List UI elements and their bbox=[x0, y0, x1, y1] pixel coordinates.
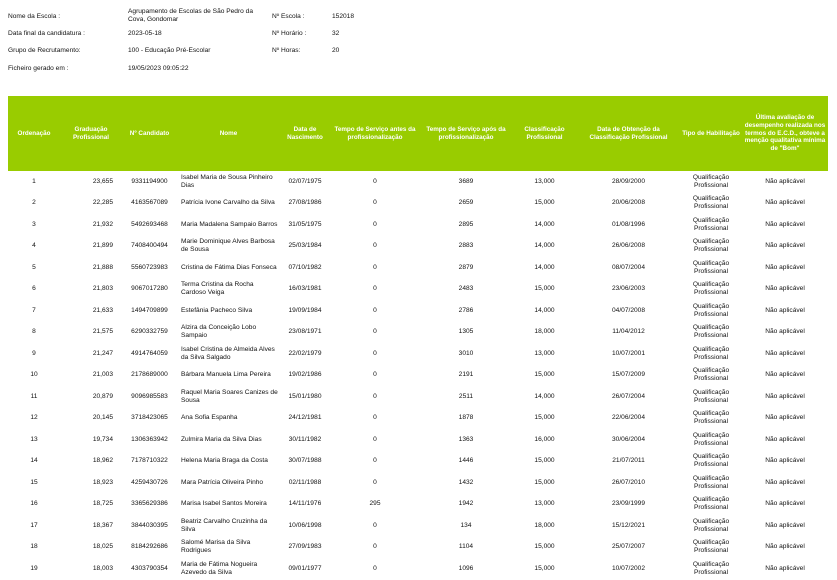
cell-avaliacao: Não aplicável bbox=[765, 478, 805, 486]
cell-avaliacao: Não aplicável bbox=[765, 521, 805, 529]
cell-graduacao: 18,003 bbox=[92, 564, 113, 572]
cell-ordenacao: 13 bbox=[30, 435, 38, 443]
cell-ordenacao: 8 bbox=[32, 328, 36, 336]
school-number-value: 152018 bbox=[332, 13, 355, 20]
school-name-value: Agrupamento de Escolas de São Pedro da Cova, Gondomar bbox=[128, 8, 253, 24]
cell-classificacao: 18,000 bbox=[534, 328, 555, 336]
cell-tipo-habilitacao: Qualificação Profissional bbox=[692, 453, 730, 469]
cell-tempo-antes: 0 bbox=[373, 435, 377, 443]
header-tempo-apos: Tempo de Serviço após da profissionalização bbox=[426, 125, 506, 141]
cell-avaliacao: Não aplicável bbox=[765, 564, 805, 572]
cell-nome: Mara Patrícia Oliveira Pinho bbox=[181, 478, 264, 486]
cell-classificacao: 14,000 bbox=[534, 306, 555, 314]
cell-classificacao: 16,000 bbox=[534, 435, 555, 443]
cell-tempo-antes: 0 bbox=[373, 263, 377, 271]
cell-ordenacao: 9 bbox=[32, 349, 36, 357]
cell-graduacao: 18,367 bbox=[92, 521, 113, 529]
cell-data-obtencao: 23/06/2003 bbox=[611, 285, 645, 293]
cell-tempo-apos: 2511 bbox=[458, 392, 474, 400]
table-row bbox=[8, 365, 828, 387]
cell-classificacao: 14,000 bbox=[534, 392, 555, 400]
header-tempo-antes: Tempo de Serviço antes da profissionalização bbox=[334, 125, 416, 141]
cell-nome: Raquel Maria Soares Canizes de Sousa bbox=[181, 388, 278, 404]
cell-n-candidato: 9331194900 bbox=[131, 177, 168, 185]
cell-tempo-apos: 2895 bbox=[458, 220, 474, 228]
cell-ordenacao: 5 bbox=[32, 263, 36, 271]
cell-avaliacao: Não aplicável bbox=[765, 242, 805, 250]
cell-classificacao: 14,000 bbox=[534, 263, 555, 271]
cell-n-candidato: 2178689000 bbox=[131, 371, 168, 379]
cell-tempo-apos: 2883 bbox=[458, 242, 474, 250]
generated-label: Ficheiro gerado em : bbox=[8, 65, 69, 72]
recruitment-group-value: 100 - Educação Pré-Escolar bbox=[128, 47, 211, 54]
cell-nome: Ana Sofia Espanha bbox=[181, 414, 238, 422]
deadline-label: Data final da candidatura : bbox=[8, 30, 85, 37]
cell-data-nascimento: 19/02/1986 bbox=[288, 371, 322, 379]
cell-tipo-habilitacao: Qualificação Profissional bbox=[692, 259, 730, 275]
cell-tipo-habilitacao: Qualificação Profissional bbox=[692, 345, 730, 361]
cell-graduacao: 19,734 bbox=[92, 435, 113, 443]
cell-nome: Marisa Isabel Santos Moreira bbox=[181, 500, 267, 508]
cell-n-candidato: 9067017280 bbox=[131, 285, 168, 293]
cell-graduacao: 18,025 bbox=[92, 543, 113, 551]
cell-n-candidato: 3365629386 bbox=[131, 500, 168, 508]
cell-classificacao: 15,000 bbox=[534, 478, 555, 486]
cell-tempo-antes: 0 bbox=[373, 199, 377, 207]
table-row bbox=[8, 214, 828, 236]
cell-data-nascimento: 19/09/1984 bbox=[288, 306, 322, 314]
cell-data-nascimento: 10/06/1998 bbox=[288, 521, 322, 529]
cell-tempo-apos: 2191 bbox=[458, 371, 474, 379]
cell-data-obtencao: 20/06/2008 bbox=[611, 199, 645, 207]
cell-nome: Isabel Maria de Sousa Pinheiro Dias bbox=[181, 173, 273, 189]
cell-n-candidato: 5492693468 bbox=[131, 220, 168, 228]
cell-tempo-antes: 0 bbox=[373, 177, 377, 185]
table-row bbox=[8, 193, 828, 215]
table-row bbox=[8, 537, 828, 559]
cell-classificacao: 15,000 bbox=[534, 457, 555, 465]
schedule-number-value: 32 bbox=[332, 30, 340, 37]
cell-data-nascimento: 30/07/1988 bbox=[288, 457, 322, 465]
cell-data-obtencao: 26/06/2008 bbox=[611, 242, 645, 250]
cell-tempo-antes: 0 bbox=[373, 414, 377, 422]
table-row bbox=[8, 451, 828, 473]
cell-n-candidato: 4914764059 bbox=[131, 349, 168, 357]
table-row bbox=[8, 236, 828, 258]
table-row bbox=[8, 257, 828, 279]
cell-avaliacao: Não aplicável bbox=[765, 199, 805, 207]
cell-data-obtencao: 22/06/2004 bbox=[611, 414, 645, 422]
cell-nome: Patrícia Ivone Carvalho da Silva bbox=[181, 199, 275, 207]
cell-classificacao: 15,000 bbox=[534, 199, 555, 207]
cell-data-obtencao: 26/07/2010 bbox=[611, 478, 645, 486]
cell-tempo-apos: 1432 bbox=[458, 478, 474, 486]
header-n-candidato: Nº Candidato bbox=[129, 129, 170, 137]
cell-tipo-habilitacao: Qualificação Profissional bbox=[692, 216, 730, 232]
cell-nome: Maria de Fátima Nogueira Azevedo da Silva bbox=[181, 560, 258, 576]
table-row bbox=[8, 171, 828, 193]
cell-n-candidato: 6290332759 bbox=[131, 328, 168, 336]
cell-nome: Beatriz Carvalho Cruzinha da Silva bbox=[181, 517, 268, 533]
cell-data-nascimento: 23/08/1971 bbox=[288, 328, 322, 336]
cell-data-nascimento: 22/02/1979 bbox=[288, 349, 322, 357]
cell-tempo-apos: 1446 bbox=[458, 457, 474, 465]
cell-data-nascimento: 15/01/1980 bbox=[288, 392, 322, 400]
cell-data-nascimento: 30/11/1982 bbox=[288, 435, 322, 443]
cell-ordenacao: 16 bbox=[30, 500, 38, 508]
cell-tempo-antes: 295 bbox=[369, 500, 381, 508]
cell-tempo-antes: 0 bbox=[373, 328, 377, 336]
cell-tempo-apos: 1104 bbox=[458, 543, 474, 551]
header-nome: Nome bbox=[219, 129, 238, 137]
schedule-number-label: Nº Horário : bbox=[272, 30, 307, 37]
cell-ordenacao: 1 bbox=[32, 177, 36, 185]
cell-data-obtencao: 21/07/2011 bbox=[612, 457, 645, 465]
cell-avaliacao: Não aplicável bbox=[765, 349, 805, 357]
cell-data-obtencao: 28/09/2000 bbox=[611, 177, 645, 185]
cell-nome: Terma Cristina da Rocha Cardoso Veiga bbox=[181, 281, 254, 297]
cell-nome: Helena Maria Braga da Costa bbox=[181, 457, 268, 465]
cell-n-candidato: 1494709899 bbox=[131, 306, 168, 314]
generated-value: 19/05/2023 09:05:22 bbox=[128, 65, 189, 72]
cell-graduacao: 21,247 bbox=[92, 349, 113, 357]
table-row bbox=[8, 322, 828, 344]
cell-data-nascimento: 25/03/1984 bbox=[288, 242, 322, 250]
header-data-nascimento: Data de Nascimento bbox=[287, 125, 323, 141]
table-row bbox=[8, 515, 828, 537]
cell-data-obtencao: 10/07/2001 bbox=[611, 349, 645, 357]
cell-tempo-apos: 2786 bbox=[458, 306, 474, 314]
cell-tempo-antes: 0 bbox=[373, 349, 377, 357]
cell-tipo-habilitacao: Qualificação Profissional bbox=[692, 474, 730, 490]
cell-tempo-antes: 0 bbox=[373, 306, 377, 314]
cell-avaliacao: Não aplicável bbox=[765, 177, 805, 185]
cell-graduacao: 20,145 bbox=[92, 414, 113, 422]
cell-data-nascimento: 31/05/1975 bbox=[288, 220, 322, 228]
cell-graduacao: 22,285 bbox=[92, 199, 113, 207]
cell-classificacao: 13,000 bbox=[534, 177, 555, 185]
cell-data-obtencao: 15/07/2009 bbox=[611, 371, 645, 379]
cell-tempo-antes: 0 bbox=[373, 220, 377, 228]
cell-avaliacao: Não aplicável bbox=[765, 435, 805, 443]
cell-nome: Zulmira Maria da Silva Dias bbox=[181, 435, 262, 443]
cell-tempo-apos: 2879 bbox=[458, 263, 474, 271]
cell-tipo-habilitacao: Qualificação Profissional bbox=[692, 173, 730, 189]
cell-n-candidato: 1306363942 bbox=[131, 435, 168, 443]
cell-ordenacao: 2 bbox=[32, 199, 36, 207]
cell-graduacao: 21,888 bbox=[92, 263, 113, 271]
cell-graduacao: 21,899 bbox=[92, 242, 113, 250]
table-header-row bbox=[8, 96, 828, 171]
cell-classificacao: 15,000 bbox=[534, 371, 555, 379]
cell-classificacao: 14,000 bbox=[534, 220, 555, 228]
table-row bbox=[8, 472, 828, 494]
cell-nome: Alzira da Conceição Lobo Sampaio bbox=[181, 324, 257, 340]
hours-number-label: Nº Horas: bbox=[272, 47, 301, 54]
cell-nome: Bárbara Manuela Lima Pereira bbox=[181, 371, 271, 379]
cell-tempo-antes: 0 bbox=[373, 285, 377, 293]
cell-graduacao: 21,633 bbox=[92, 306, 113, 314]
cell-avaliacao: Não aplicável bbox=[765, 306, 805, 314]
cell-tempo-antes: 0 bbox=[373, 521, 377, 529]
cell-classificacao: 15,000 bbox=[534, 543, 555, 551]
cell-tempo-apos: 2659 bbox=[458, 199, 474, 207]
cell-data-nascimento: 27/09/1983 bbox=[288, 543, 322, 551]
cell-avaliacao: Não aplicável bbox=[765, 392, 805, 400]
school-name-label: Nome da Escola : bbox=[8, 13, 61, 20]
cell-tempo-antes: 0 bbox=[373, 457, 377, 465]
cell-n-candidato: 8184292686 bbox=[131, 543, 168, 551]
cell-graduacao: 21,003 bbox=[92, 371, 113, 379]
cell-tempo-antes: 0 bbox=[373, 543, 377, 551]
cell-ordenacao: 11 bbox=[30, 392, 38, 400]
cell-data-nascimento: 09/01/1977 bbox=[288, 564, 322, 572]
cell-ordenacao: 19 bbox=[30, 564, 38, 572]
cell-avaliacao: Não aplicável bbox=[765, 457, 805, 465]
cell-n-candidato: 3844030395 bbox=[131, 521, 168, 529]
recruitment-group-label: Grupo de Recrutamento: bbox=[8, 47, 81, 54]
table-row bbox=[8, 408, 828, 430]
cell-data-obtencao: 30/06/2004 bbox=[611, 435, 645, 443]
cell-n-candidato: 5560723983 bbox=[131, 263, 168, 271]
table-row bbox=[8, 429, 828, 451]
cell-tipo-habilitacao: Qualificação Profissional bbox=[692, 388, 730, 404]
cell-ordenacao: 10 bbox=[30, 371, 38, 379]
cell-graduacao: 18,962 bbox=[92, 457, 113, 465]
cell-graduacao: 21,932 bbox=[92, 220, 113, 228]
cell-ordenacao: 18 bbox=[30, 543, 38, 551]
cell-avaliacao: Não aplicável bbox=[765, 220, 805, 228]
cell-tipo-habilitacao: Qualificação Profissional bbox=[692, 496, 730, 512]
cell-graduacao: 20,879 bbox=[92, 392, 113, 400]
cell-tempo-antes: 0 bbox=[373, 392, 377, 400]
table-row bbox=[8, 558, 828, 580]
cell-nome: Marie Dominique Alves Barbosa de Sousa bbox=[181, 238, 275, 254]
cell-tipo-habilitacao: Qualificação Profissional bbox=[692, 195, 730, 211]
cell-ordenacao: 3 bbox=[32, 220, 36, 228]
cell-classificacao: 13,000 bbox=[534, 349, 555, 357]
cell-classificacao: 13,000 bbox=[534, 500, 555, 508]
table-row bbox=[8, 343, 828, 365]
cell-tipo-habilitacao: Qualificação Profissional bbox=[692, 367, 730, 383]
cell-data-nascimento: 14/11/1976 bbox=[288, 500, 322, 508]
cell-n-candidato: 4303790354 bbox=[131, 564, 168, 572]
cell-tempo-antes: 0 bbox=[373, 371, 377, 379]
cell-tempo-apos: 1096 bbox=[458, 564, 474, 572]
cell-tipo-habilitacao: Qualificação Profissional bbox=[692, 238, 730, 254]
cell-classificacao: 18,000 bbox=[534, 521, 555, 529]
table-row bbox=[8, 300, 828, 322]
cell-tempo-antes: 0 bbox=[373, 564, 377, 572]
header-classificacao: Classificação Profissional bbox=[524, 125, 565, 141]
cell-tempo-apos: 1305 bbox=[458, 328, 474, 336]
cell-ordenacao: 6 bbox=[32, 285, 36, 293]
cell-avaliacao: Não aplicável bbox=[765, 263, 805, 271]
cell-tempo-antes: 0 bbox=[373, 478, 377, 486]
table-row bbox=[8, 494, 828, 516]
cell-data-nascimento: 02/11/1988 bbox=[288, 478, 322, 486]
cell-ordenacao: 17 bbox=[30, 521, 38, 529]
deadline-value: 2023-05-18 bbox=[128, 30, 162, 37]
cell-data-obtencao: 01/08/1996 bbox=[611, 220, 645, 228]
cell-tempo-apos: 1942 bbox=[458, 500, 474, 508]
cell-ordenacao: 15 bbox=[30, 478, 38, 486]
cell-data-obtencao: 10/07/2002 bbox=[611, 564, 645, 572]
header-data-obtencao: Data de Obtenção da Classificação Profissional bbox=[589, 125, 668, 141]
cell-n-candidato: 3718423065 bbox=[131, 414, 168, 422]
cell-n-candidato: 4163567089 bbox=[131, 199, 168, 207]
cell-classificacao: 15,000 bbox=[534, 414, 555, 422]
cell-data-obtencao: 23/09/1999 bbox=[611, 500, 645, 508]
cell-graduacao: 18,725 bbox=[92, 500, 113, 508]
cell-nome: Maria Madalena Sampaio Barros bbox=[181, 220, 278, 228]
hours-number-value: 20 bbox=[332, 47, 340, 54]
cell-tipo-habilitacao: Qualificação Profissional bbox=[692, 281, 730, 297]
cell-avaliacao: Não aplicável bbox=[765, 543, 805, 551]
cell-nome: Isabel Cristina de Almeida Alves da Silva Salgado bbox=[181, 345, 275, 361]
cell-graduacao: 18,923 bbox=[92, 478, 113, 486]
cell-ordenacao: 14 bbox=[30, 457, 38, 465]
cell-n-candidato: 7178710322 bbox=[131, 457, 168, 465]
cell-classificacao: 15,000 bbox=[534, 285, 555, 293]
cell-ordenacao: 4 bbox=[32, 242, 36, 250]
cell-nome: Salomé Marisa da Silva Rodrigues bbox=[181, 539, 251, 555]
school-number-label: Nº Escola : bbox=[272, 13, 305, 20]
cell-tipo-habilitacao: Qualificação Profissional bbox=[692, 431, 730, 447]
cell-n-candidato: 7408400494 bbox=[131, 242, 168, 250]
cell-tempo-apos: 1363 bbox=[458, 435, 474, 443]
cell-data-obtencao: 08/07/2004 bbox=[611, 263, 645, 271]
cell-n-candidato: 9096985583 bbox=[131, 392, 168, 400]
table-body bbox=[8, 171, 828, 580]
cell-n-candidato: 4259430726 bbox=[131, 478, 168, 486]
cell-ordenacao: 12 bbox=[30, 414, 38, 422]
candidates-table bbox=[8, 96, 828, 580]
cell-graduacao: 21,803 bbox=[92, 285, 113, 293]
cell-tempo-apos: 134 bbox=[460, 521, 472, 529]
cell-avaliacao: Não aplicável bbox=[765, 500, 805, 508]
cell-tempo-apos: 1878 bbox=[458, 414, 474, 422]
table-row bbox=[8, 279, 828, 301]
cell-data-nascimento: 07/10/1982 bbox=[288, 263, 322, 271]
header-tipo-habilitacao: Tipo de Habilitação bbox=[682, 129, 740, 137]
header-ordenacao: Ordenação bbox=[17, 129, 51, 137]
header-avaliacao: Última avaliação de desempenho realizada nos termos do E.C.D., obteve a menção qualitativa mínima de "Bom" bbox=[744, 114, 826, 153]
cell-classificacao: 15,000 bbox=[534, 564, 555, 572]
cell-data-nascimento: 02/07/1975 bbox=[288, 177, 322, 185]
cell-tipo-habilitacao: Qualificação Profissional bbox=[692, 324, 730, 340]
cell-data-nascimento: 16/03/1981 bbox=[288, 285, 322, 293]
cell-data-nascimento: 27/08/1986 bbox=[288, 199, 322, 207]
header-graduacao: Graduação Profissional bbox=[72, 125, 110, 141]
cell-data-nascimento: 24/12/1981 bbox=[288, 414, 322, 422]
cell-graduacao: 23,655 bbox=[92, 177, 113, 185]
table-row bbox=[8, 386, 828, 408]
cell-tipo-habilitacao: Qualificação Profissional bbox=[692, 410, 730, 426]
cell-tipo-habilitacao: Qualificação Profissional bbox=[692, 517, 730, 533]
cell-classificacao: 14,000 bbox=[534, 242, 555, 250]
cell-avaliacao: Não aplicável bbox=[765, 414, 805, 422]
cell-avaliacao: Não aplicável bbox=[765, 328, 805, 336]
cell-data-obtencao: 15/12/2021 bbox=[611, 521, 645, 529]
cell-nome: Cristina de Fátima Dias Fonseca bbox=[181, 263, 277, 271]
cell-data-obtencao: 04/07/2008 bbox=[611, 306, 645, 314]
cell-graduacao: 21,575 bbox=[92, 328, 113, 336]
cell-avaliacao: Não aplicável bbox=[765, 285, 805, 293]
cell-tipo-habilitacao: Qualificação Profissional bbox=[692, 539, 730, 555]
cell-tempo-apos: 3010 bbox=[458, 349, 474, 357]
cell-nome: Estefânia Pacheco Silva bbox=[181, 306, 253, 314]
cell-data-obtencao: 11/04/2012 bbox=[612, 328, 645, 336]
cell-avaliacao: Não aplicável bbox=[765, 371, 805, 379]
cell-data-obtencao: 25/07/2007 bbox=[611, 543, 645, 551]
cell-ordenacao: 7 bbox=[32, 306, 36, 314]
cell-data-obtencao: 26/07/2004 bbox=[611, 392, 645, 400]
cell-tempo-apos: 3689 bbox=[458, 177, 474, 185]
cell-tempo-apos: 2483 bbox=[458, 285, 474, 293]
cell-tipo-habilitacao: Qualificação Profissional bbox=[692, 302, 730, 318]
cell-tempo-antes: 0 bbox=[373, 242, 377, 250]
cell-tipo-habilitacao: Qualificação Profissional bbox=[692, 560, 730, 576]
